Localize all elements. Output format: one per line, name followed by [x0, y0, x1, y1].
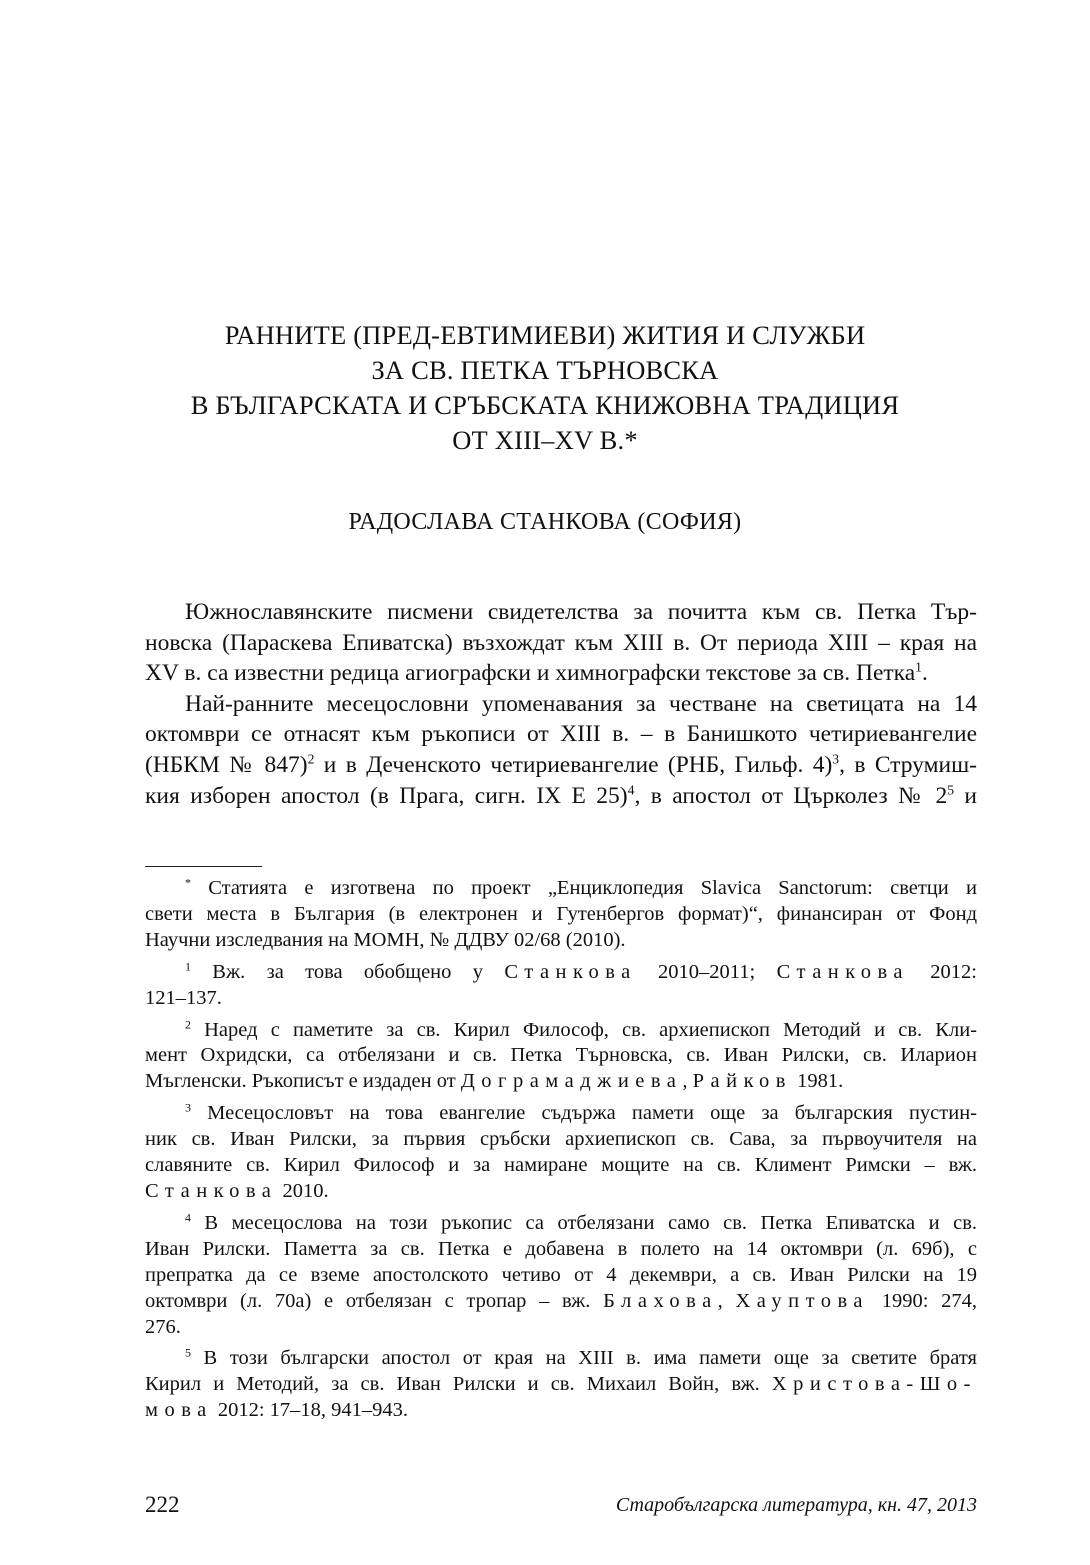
cited-author: мова — [145, 1399, 213, 1422]
footnote-mark-3: 3 — [185, 1100, 191, 1115]
footnote-mark-4: 4 — [185, 1210, 191, 1225]
footnote-ref-4[interactable]: 4 — [627, 782, 635, 798]
article-title — [0, 318, 1090, 458]
body-text — [145, 597, 977, 811]
footnote-1: $^1$ Вж. за това обобщено у Станкова 2010–2011; Станкова 2012: 121–137. — [145, 959, 977, 1009]
footnote-mark-2: 2 — [185, 1017, 191, 1032]
cited-author: Христова-Шо- — [771, 1373, 977, 1396]
paragraph-2-line-1: Най-ранните месецословни упоменавания за честване на светицата на 14 — [185, 690, 977, 717]
paragraph-1-line-2: новска (Параскева Епиватска) възхождат към XIII в. От периода XIII – края на — [145, 629, 977, 656]
footnote-3: $^3$ Месецословът на това евангелие съдържа памети още за българския пустин- ник св. Иван Рилски, за първия сръбски архиепископ св. Сава, за първоучителя на славяните св. Кирил Философ и за намиране мощите на св. Климент Римски – вж. Станкова 2010. — [145, 1100, 977, 1202]
paragraph-2-line-4: кия изборен апостол (в Прага, сигн. IX E 25)$^4$, в апостол от Църколез № $2^5$ и — [145, 782, 978, 809]
cited-author: Райков — [692, 1070, 792, 1093]
title-line-2: ЗА СВ. ПЕТКА ТЪРНОВСКА — [371, 355, 719, 385]
title-line-4: ОТ XIII–XV В.* — [452, 425, 638, 455]
footnote-ref-3[interactable]: 3 — [832, 751, 840, 767]
author-line: РАДОСЛАВА СТАНКОВА (СОФИЯ) — [348, 509, 742, 535]
footnote-star: * Статията е изготвена по проект „Енциклопедия Slavica Sanctorum: светци и свети места в България (в електронен и Гутенбергов формат)“, финансиран от Фонд Научни изследвания на МОМН, № ДДВУ 02/68 (2010). — [145, 875, 977, 951]
footnote-mark-5: 5 — [185, 1346, 191, 1361]
title-line-3: В БЪЛГАРСКАТА И СРЪБСКАТА КНИЖОВНА ТРАДИЦИЯ — [190, 390, 900, 420]
footnote-5: $^5$ В този български апостол от края на XIII в. има памети още за светите братя Кирил и Методий, за св. Иван Рилски и св. Михаил Войн, вж. Христова-Шо- мова 2012: 17–18, 941–943. — [145, 1346, 977, 1422]
footnote-4: $^4$ В месецослова на този ръкопис са отбелязани само св. Петка Епиватска и св. Иван Рилски. Паметта за св. Петка е добавена в полето на 14 октомври (л. 69б), с препратка да се вземе апостолското четиво от 4 декември, а св. Иван Рилски на 19 октомври (л. 70а) е отбелязан с тропар – вж. Блахова, Хауптова 1990: 274, 276. — [145, 1210, 977, 1338]
paragraph-2-line-3: (НБКМ № 847)$^2$ и в Деченското четириевангелие (РНБ, Гильф. 4)$^3$, в Струмиш- — [145, 751, 977, 778]
page-number: 222 — [145, 1492, 180, 1517]
footnote-ref-5[interactable]: 5 — [947, 782, 955, 798]
footnote-separator — [145, 866, 262, 867]
paragraph-1-line-1: Южнославянските писмени свидетелства за почитта към св. Петка Тър- — [185, 599, 977, 625]
cited-author: Станкова — [145, 1179, 278, 1202]
paragraph-1-line-3: XV в. са известни редица агиографски и химнографски текстове за св. Петка$^1$. — [145, 659, 928, 687]
paragraph-2-line-2: октомври се отнасят към ръкописи от XIII в. – в Банишкото четириевангелие — [145, 721, 977, 748]
cited-author: Блахова — [603, 1289, 718, 1312]
footnote-ref-2[interactable]: 2 — [307, 751, 315, 767]
footnote-2: $^2$ Наред с паметите за св. Кирил Философ, св. архиепископ Методий и св. Кли- мент Охридски, са отбелязани и св. Петка Търновска, св. Иван Рилски, св. Иларион Мъгленски. Ръкописът е издаден от Дограмаджиева, Райков 1981. — [145, 1017, 977, 1093]
footnotes — [145, 876, 977, 1424]
title-line-1: РАННИТЕ (ПРЕД-ЕВТИМИЕВИ) ЖИТИЯ И СЛУЖБИ — [224, 320, 866, 350]
cited-author: Станкова — [504, 960, 637, 983]
footnote-mark-star: * — [185, 875, 191, 890]
footnote-mark-1: 1 — [185, 959, 191, 974]
journal-reference: Старобългарска литература, кн. 47, 2013 — [615, 1494, 977, 1516]
footnote-ref-1[interactable]: 1 — [915, 659, 922, 675]
cited-author: Дограмаджиева — [460, 1070, 683, 1093]
cited-author: Станкова — [776, 960, 909, 983]
cited-author: Хауптова — [735, 1289, 870, 1312]
